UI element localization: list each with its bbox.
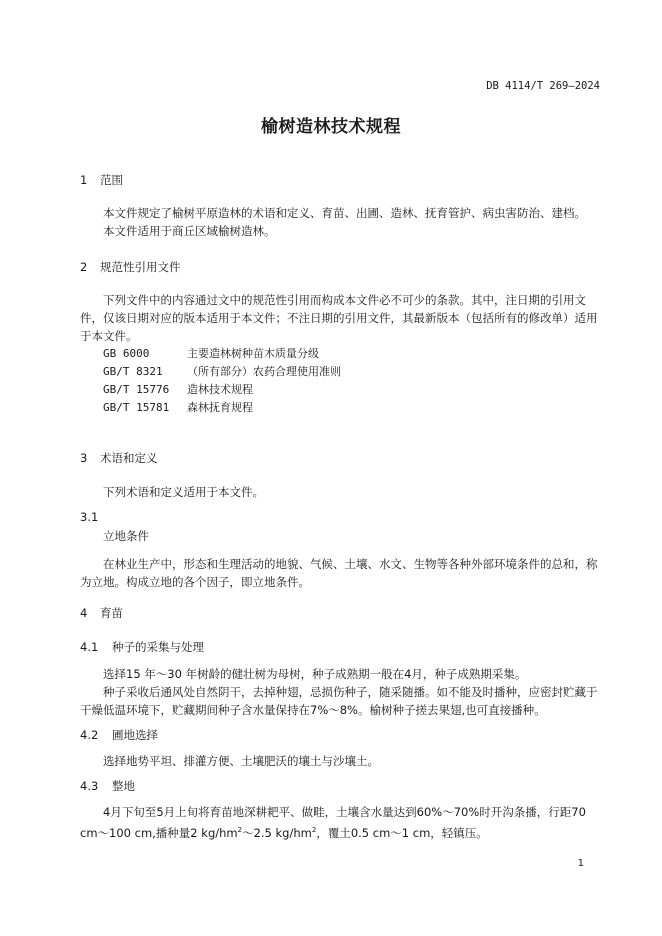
section-title: 育苗 xyxy=(100,606,123,620)
document-number: DB 4114/T 269—2024 xyxy=(486,80,600,92)
section-2-heading xyxy=(80,259,181,275)
subsection-title: 种子的采集与处理 xyxy=(112,640,204,654)
section-3-heading xyxy=(80,450,158,466)
reference-item xyxy=(103,399,253,415)
term-title: 立地条件 xyxy=(103,529,149,543)
subsection-title: 整地 xyxy=(112,779,135,793)
section-1-heading xyxy=(80,172,123,188)
section-3-paragraph-1: 下列术语和定义适用于本文件。 xyxy=(103,485,264,499)
section-title: 规范性引用文件 xyxy=(100,260,181,274)
section-2-paragraph-1: 下列文件中的内容通过文中的规范性引用而构成本文件必不可少的条款。其中，注日期的引用文件，仅该日期对应的版本适用于本文件；不注日期的引用文件，其最新版本（包括所有的修改单）适用于本文件。 xyxy=(80,293,598,343)
subsection-title: 圃地选择 xyxy=(112,728,158,742)
subsection-number: 4.3 xyxy=(80,779,99,793)
page-number: 1 xyxy=(577,858,584,869)
reference-code: GB 6000 xyxy=(103,347,150,360)
reference-title: 造林技术规程 xyxy=(187,383,253,396)
reference-code: GB/T 8321 xyxy=(103,365,163,378)
term-number: 3.1 xyxy=(80,510,99,524)
text-run: ，覆土0.5 cm～1 cm，轻镇压。 xyxy=(316,825,488,840)
subsection-number: 4.2 xyxy=(80,728,99,742)
reference-code: GB/T 15781 xyxy=(103,401,170,414)
subsection-4-1-paragraph-1: 选择15 年～30 年树龄的健壮树为母树，种子成熟期一般在4月，种子成熟期采集。 xyxy=(103,667,527,681)
subsection-4-2-heading xyxy=(80,727,158,743)
reference-title: 森林抚育规程 xyxy=(187,401,253,414)
subsection-4-3-paragraph-1 xyxy=(80,803,600,842)
text-run: 4月下旬至5月上旬将育苗地深耕耙平、做畦，土壤含水量达到60%～70%时开沟条播，行距70 cm～100 cm,播种量2 kg/hm xyxy=(80,805,586,840)
reference-item xyxy=(103,345,319,361)
reference-item xyxy=(103,381,253,397)
section-title: 术语和定义 xyxy=(100,451,158,465)
section-title: 范围 xyxy=(100,173,123,187)
subsection-number: 4.1 xyxy=(80,640,99,654)
text-run: ～2.5 kg/hm xyxy=(242,825,312,840)
subsection-4-1-paragraph-2: 种子采收后通风处自然阴干，去掉种翅，忌损伤种子，随采随播。如不能及时播种，应密封贮藏于干燥低温环境下，贮藏期间种子含水量保持在7%～8%。榆树种子搓去果翅,也可直接播种。 xyxy=(80,685,598,717)
section-number: 4 xyxy=(80,606,88,620)
reference-title: （所有部分）农药合理使用准则 xyxy=(187,365,341,378)
section-4-heading xyxy=(80,605,123,621)
section-1-paragraph-1: 本文件规定了榆树平原造林的术语和定义、育苗、出圃、造林、抚育管护、病虫害防治、建档。 xyxy=(103,206,586,220)
subsection-4-2-paragraph-1: 选择地势平坦、排灌方便、土壤肥沃的壤土与沙壤土。 xyxy=(103,754,379,768)
term-definition: 在林业生产中，形态和生理活动的地貌、气候、土壤、水文、生物等各种外部环境条件的总和，称为立地。构成立地的各个因子，即立地条件。 xyxy=(80,557,598,589)
document-title: 榆树造林技术规程 xyxy=(261,117,401,137)
reference-title: 主要造林树种苗木质量分级 xyxy=(187,347,319,360)
subsection-4-3-heading xyxy=(80,778,135,794)
section-number: 3 xyxy=(80,451,88,465)
reference-code: GB/T 15776 xyxy=(103,383,170,396)
subsection-4-1-heading xyxy=(80,639,204,655)
section-number: 2 xyxy=(80,260,88,274)
superscript: 2 xyxy=(311,826,317,834)
reference-item xyxy=(103,363,341,379)
superscript: 2 xyxy=(237,826,243,834)
section-number: 1 xyxy=(80,173,88,187)
section-1-paragraph-2: 本文件适用于商丘区域榆树造林。 xyxy=(103,224,276,238)
